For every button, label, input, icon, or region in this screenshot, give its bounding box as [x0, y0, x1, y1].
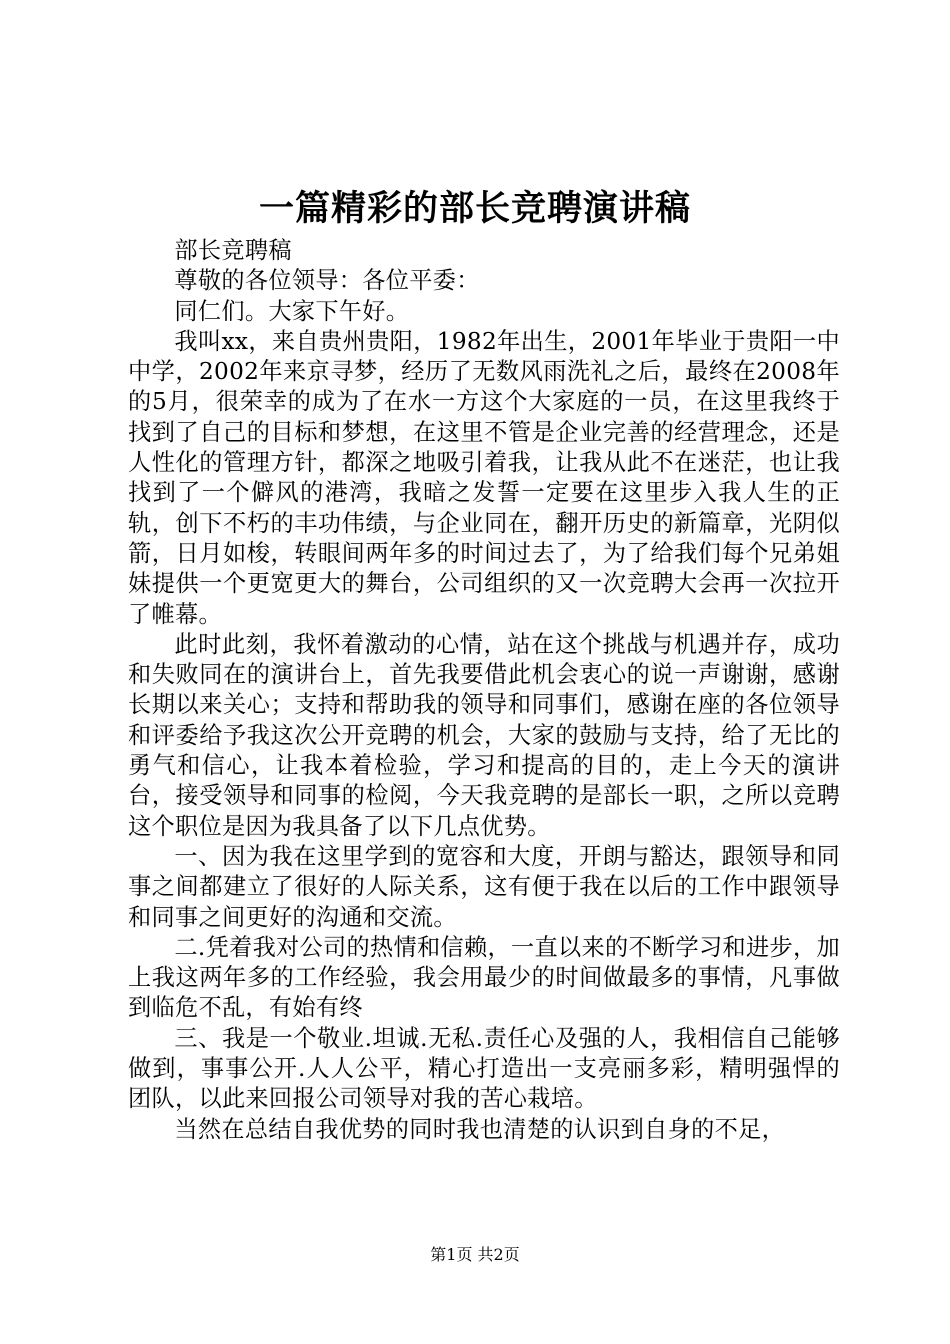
page-number-footer: 第1页 共2页	[430, 1245, 520, 1264]
paragraph-subtitle: 部长竞聘稿	[174, 237, 292, 264]
paragraph-advantage-three: 三、我是一个敬业.坦诚.无私.责任心及强的人，我相信自己能够做到，事事公开.人人公平，精心打造出一支亮丽多彩，精明强悍的团队，以此来回报公司领导对我的苦心栽培。	[128, 1024, 840, 1113]
paragraph-gratitude: 此时此刻，我怀着激动的心情，站在这个挑战与机遇并存，成功和失败同在的演讲台上，首先我要借此机会衷心的说一声谢谢，感谢长期以来关心；支持和帮助我的领导和同事们，感谢在座的各位领导和评委给予我这次公开竞聘的机会，大家的鼓励与支持，给了无比的勇气和信心，让我本着检验，学习和提高的目的，走上今天的演讲台，接受领导和同事的检阅，今天我竞聘的是部长一职，之所以竞聘这个职位是因为我具备了以下几点优势。	[128, 630, 840, 840]
paragraph-salutation: 尊敬的各位领导：各位平委：	[174, 267, 480, 295]
paragraph-greeting: 同仁们。大家下午好。	[174, 297, 410, 325]
paragraph-introduction: 我叫xx，来自贵州贵阳，1982年出生，2001年毕业于贵阳一中中学，2002年来京寻梦，经历了无数风雨洗礼之后，最终在2008年的5月，很荣幸的成为了在水一方这个大家庭的一员，在这里我终于找到了自己的目标和梦想，在这里不管是企业完善的经营理念，还是人性化的管理方针，都深之地吸引着我，让我从此不在迷茫，也让我找到了一个僻风的港湾，我暗之发誓一定要在这里步入我人生的正轨，创下不朽的丰功伟绩，与企业同在，翻开历史的新篇章，光阴似箭，日月如梭，转眼间两年多的时间过去了，为了给我们每个兄弟姐妹提供一个更宽更大的舞台，公司组织的又一次竞聘大会再一次拉开了帷幕。	[128, 327, 840, 628]
paragraph-advantage-one: 一、因为我在这里学到的宽容和大度，开朗与豁达，跟领导和同事之间都建立了很好的人际关系，这有便于我在以后的工作中跟领导和同事之间更好的沟通和交流。	[128, 842, 840, 931]
paragraph-shortcomings: 当然在总结自我优势的同时我也清楚的认识到自身的不足，	[174, 1115, 786, 1143]
document-title: 一篇精彩的部长竞聘演讲稿	[258, 188, 691, 229]
paragraph-advantage-two: 二.凭着我对公司的热情和信赖，一直以来的不断学习和进步，加上我这两年多的工作经验，我会用最少的时间做最多的事情，凡事做到临危不乱，有始有终	[128, 933, 840, 1022]
document-body	[128, 236, 840, 1145]
